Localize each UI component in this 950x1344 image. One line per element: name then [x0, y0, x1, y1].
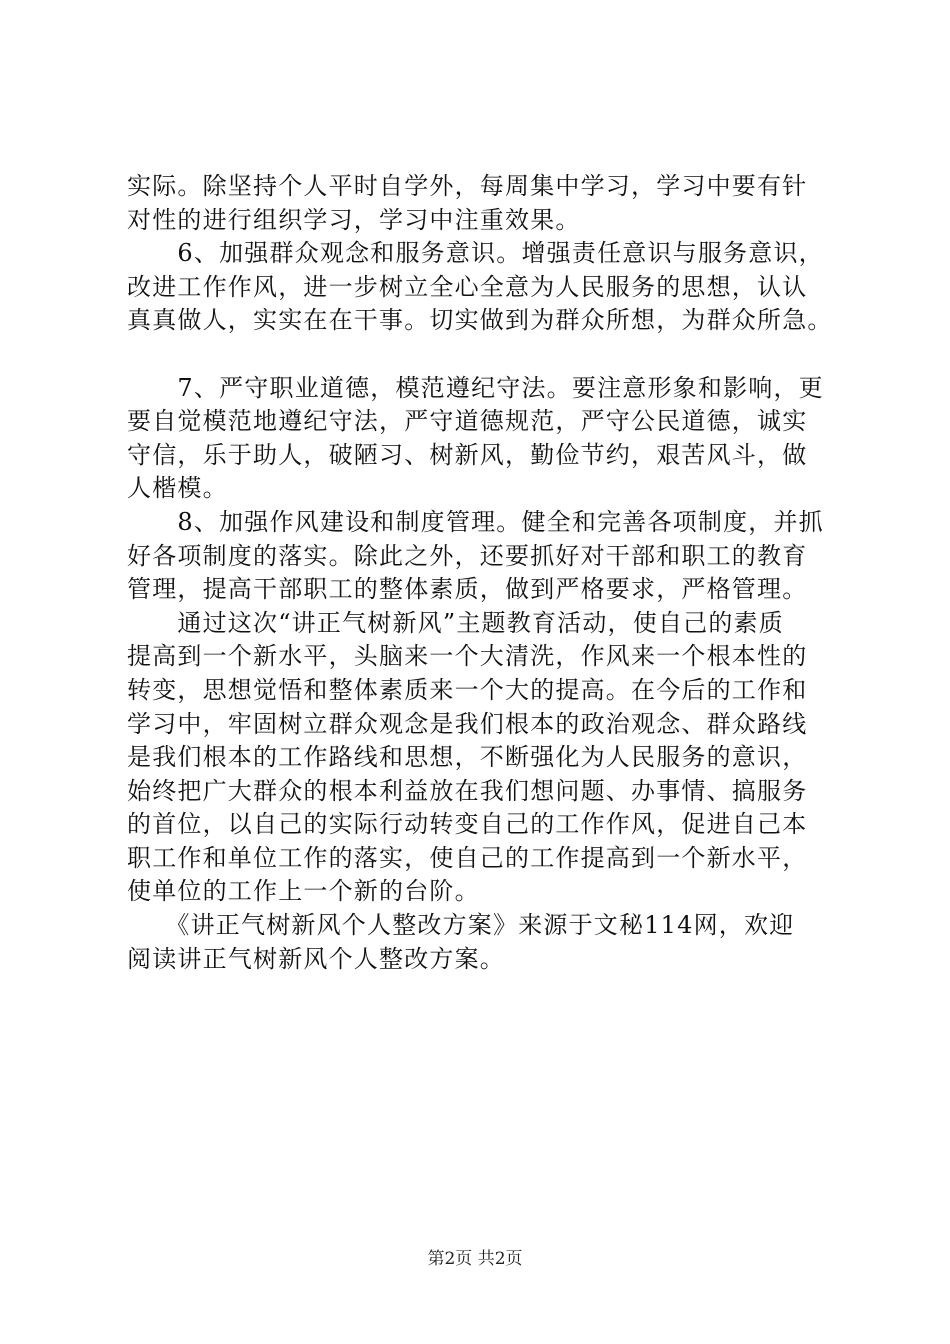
text-line: 实际。除坚持个人平时自学外，每周集中学习，学习中要有针 — [127, 172, 808, 200]
text-line: 人楷模。 — [127, 474, 228, 503]
text-line: 6、加强群众观念和服务意识。增强责任意识与服务意识， — [127, 239, 824, 268]
text-line: 学习中，牢固树立群众观念是我们根本的政治观念、群众路线 — [127, 709, 808, 738]
document-body — [127, 170, 847, 976]
text-line: 对性的进行组织学习，学习中注重效果。 — [127, 205, 581, 234]
text-line: 《讲正气树新风个人整改方案》来源于文秘114网，欢迎 — [127, 911, 795, 940]
text-line: 转变，思想觉悟和整体素质来一个大的提高。在今后的工作和 — [127, 675, 808, 704]
text-line: 通过这次“讲正气树新风”主题教育活动，使自己的素质 — [127, 608, 784, 637]
text-line: 改进工作作风，进一步树立全心全意为人民服务的思想，认认 — [127, 272, 808, 301]
text-line: 职工作和单位工作的落实，使自己的工作提高到一个新水平， — [127, 843, 808, 872]
text-line: 要自觉模范地遵纪守法，严守道德规范，严守公民道德，诚实 — [127, 407, 808, 436]
text-line: 管理，提高干部职工的整体素质，做到严格要求，严格管理。 — [127, 575, 808, 604]
text-line: 的首位，以自己的实际行动转变自己的工作作风，促进自己本 — [127, 810, 808, 839]
text-line: 提高到一个新水平，头脑来一个大清洗，作风来一个根本性的 — [127, 642, 808, 671]
text-line: 使单位的工作上一个新的台阶。 — [127, 877, 480, 906]
page-number-footer: 第2页 共2页 — [427, 1249, 523, 1269]
text-line: 8、加强作风建设和制度管理。健全和完善各项制度，并抓 — [127, 507, 824, 536]
text-line: 7、严守职业道德，模范遵纪守法。要注意形象和影响，更 — [127, 373, 824, 402]
paragraph-gap — [127, 338, 847, 372]
text-line: 好各项制度的落实。除此之外，还要抓好对干部和职工的教育 — [127, 541, 808, 570]
text-line: 是我们根本的工作路线和思想，不断强化为人民服务的意识， — [127, 743, 808, 772]
text-line: 阅读讲正气树新风个人整改方案。 — [127, 944, 505, 973]
text-line: 真真做人，实实在在干事。切实做到为群众所想，为群众所急。 — [127, 306, 833, 335]
text-line: 始终把广大群众的根本利益放在我们想问题、办事情、搞服务 — [127, 776, 808, 805]
text-line: 守信，乐于助人，破陋习、树新风，勤俭节约，艰苦风斗，做 — [127, 440, 808, 469]
